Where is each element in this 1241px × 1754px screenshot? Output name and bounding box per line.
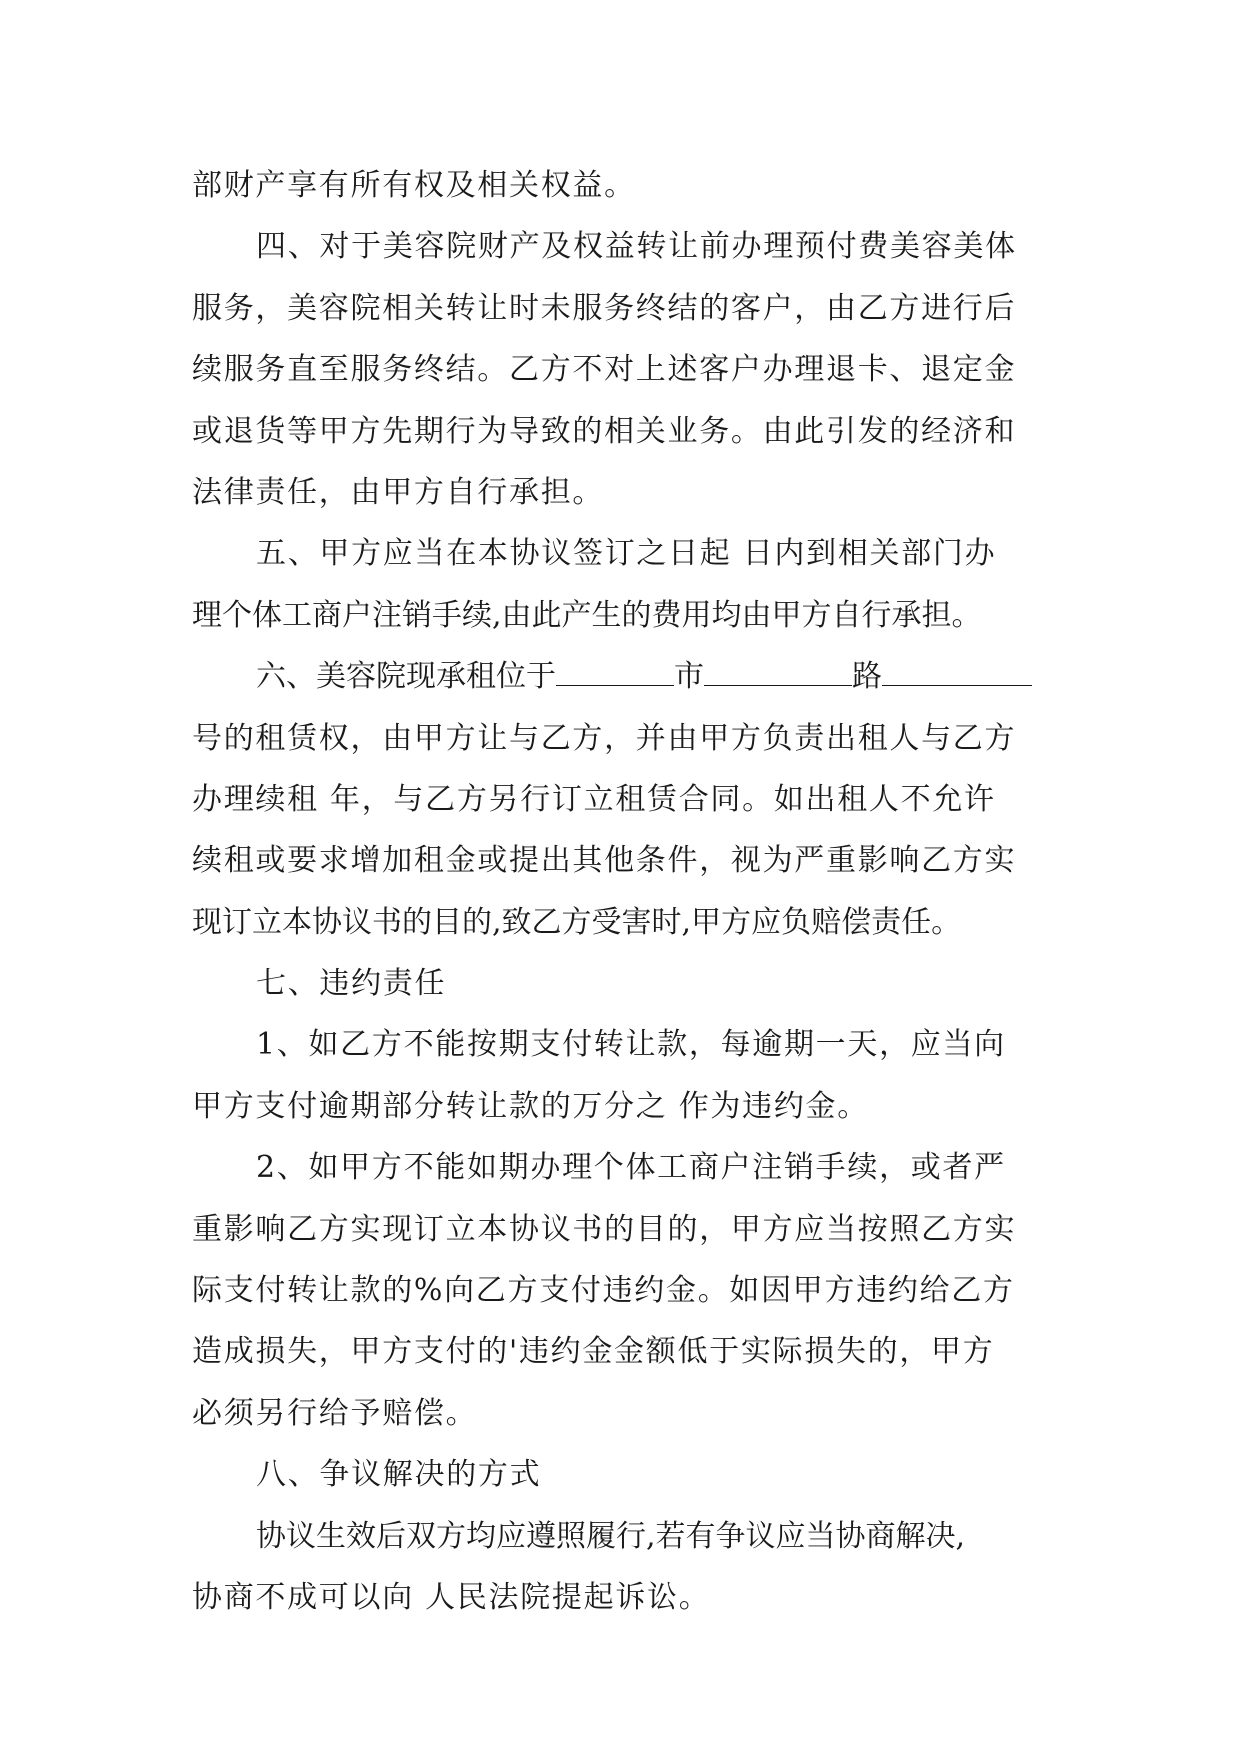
text-line: 服务，美容院相关转让时未服务终结的客户，由乙方进行后 bbox=[192, 290, 1017, 326]
road-blank bbox=[704, 661, 852, 686]
city-label: 市 bbox=[674, 659, 704, 695]
text-line: 协商不成可以向 人民法院提起诉讼。 bbox=[192, 1579, 711, 1615]
section-8-heading: 八、争议解决的方式 bbox=[256, 1457, 542, 1493]
text-line: 部财产享有所有权及相关权益。 bbox=[192, 168, 636, 203]
clause-6-text: 六、美容院现承租位于 bbox=[256, 659, 556, 695]
text-line: 重影响乙方实现订立本协议书的目的，甲方应当按照乙方实 bbox=[192, 1211, 1017, 1247]
clause-7-1-line: 1、如乙方不能按期支付转让款，每逾期一天，应当向 bbox=[256, 1027, 1006, 1063]
text-line: 甲方支付逾期部分转让款的万分之 作为违约金。 bbox=[192, 1088, 869, 1124]
text-line: 造成损失，甲方支付的'违约金金额低于实际损失的，甲方 bbox=[192, 1334, 995, 1370]
text-line: 现订立本协议书的目的,致乙方受害时,甲方应负赔偿责任。 bbox=[192, 904, 962, 940]
text-line: 法律责任，由甲方自行承担。 bbox=[192, 474, 605, 510]
clause-5-line: 五、甲方应当在本协议签订之日起 日内到相关部门办 bbox=[256, 536, 997, 572]
number-blank bbox=[882, 661, 1032, 686]
document-body bbox=[192, 155, 1052, 1628]
city-blank bbox=[556, 661, 674, 686]
text-line: 理个体工商户注销手续,由此产生的费用均由甲方自行承担。 bbox=[192, 597, 982, 633]
clause-4-line: 四、对于美容院财产及权益转让前办理预付费美容美体 bbox=[256, 229, 1017, 265]
road-label: 路 bbox=[852, 659, 882, 695]
text-line: 号的租赁权，由甲方让与乙方，并由甲方负责出租人与乙方 bbox=[192, 720, 1017, 756]
text-line: 际支付转让款的%向乙方支付违约金。如因甲方违约给乙方 bbox=[192, 1273, 1015, 1309]
text-line: 或退货等甲方先期行为导致的相关业务。由此引发的经济和 bbox=[192, 413, 1017, 449]
clause-8-line: 协议生效后双方均应遵照履行,若有争议应当协商解决, bbox=[256, 1518, 966, 1554]
text-line: 办理续租 年，与乙方另行订立租赁合同。如出租人不允许 bbox=[192, 781, 996, 817]
text-line: 必须另行给予赔偿。 bbox=[192, 1395, 478, 1431]
clause-6-line bbox=[192, 646, 1052, 707]
text-line: 续服务直至服务终结。乙方不对上述客户办理退卡、退定金 bbox=[192, 352, 1017, 388]
text-line: 续租或要求增加租金或提出其他条件，视为严重影响乙方实 bbox=[192, 843, 1017, 879]
section-7-heading: 七、违约责任 bbox=[256, 966, 447, 1002]
clause-7-2-line: 2、如甲方不能如期办理个体工商户注销手续，或者严 bbox=[256, 1150, 1006, 1186]
